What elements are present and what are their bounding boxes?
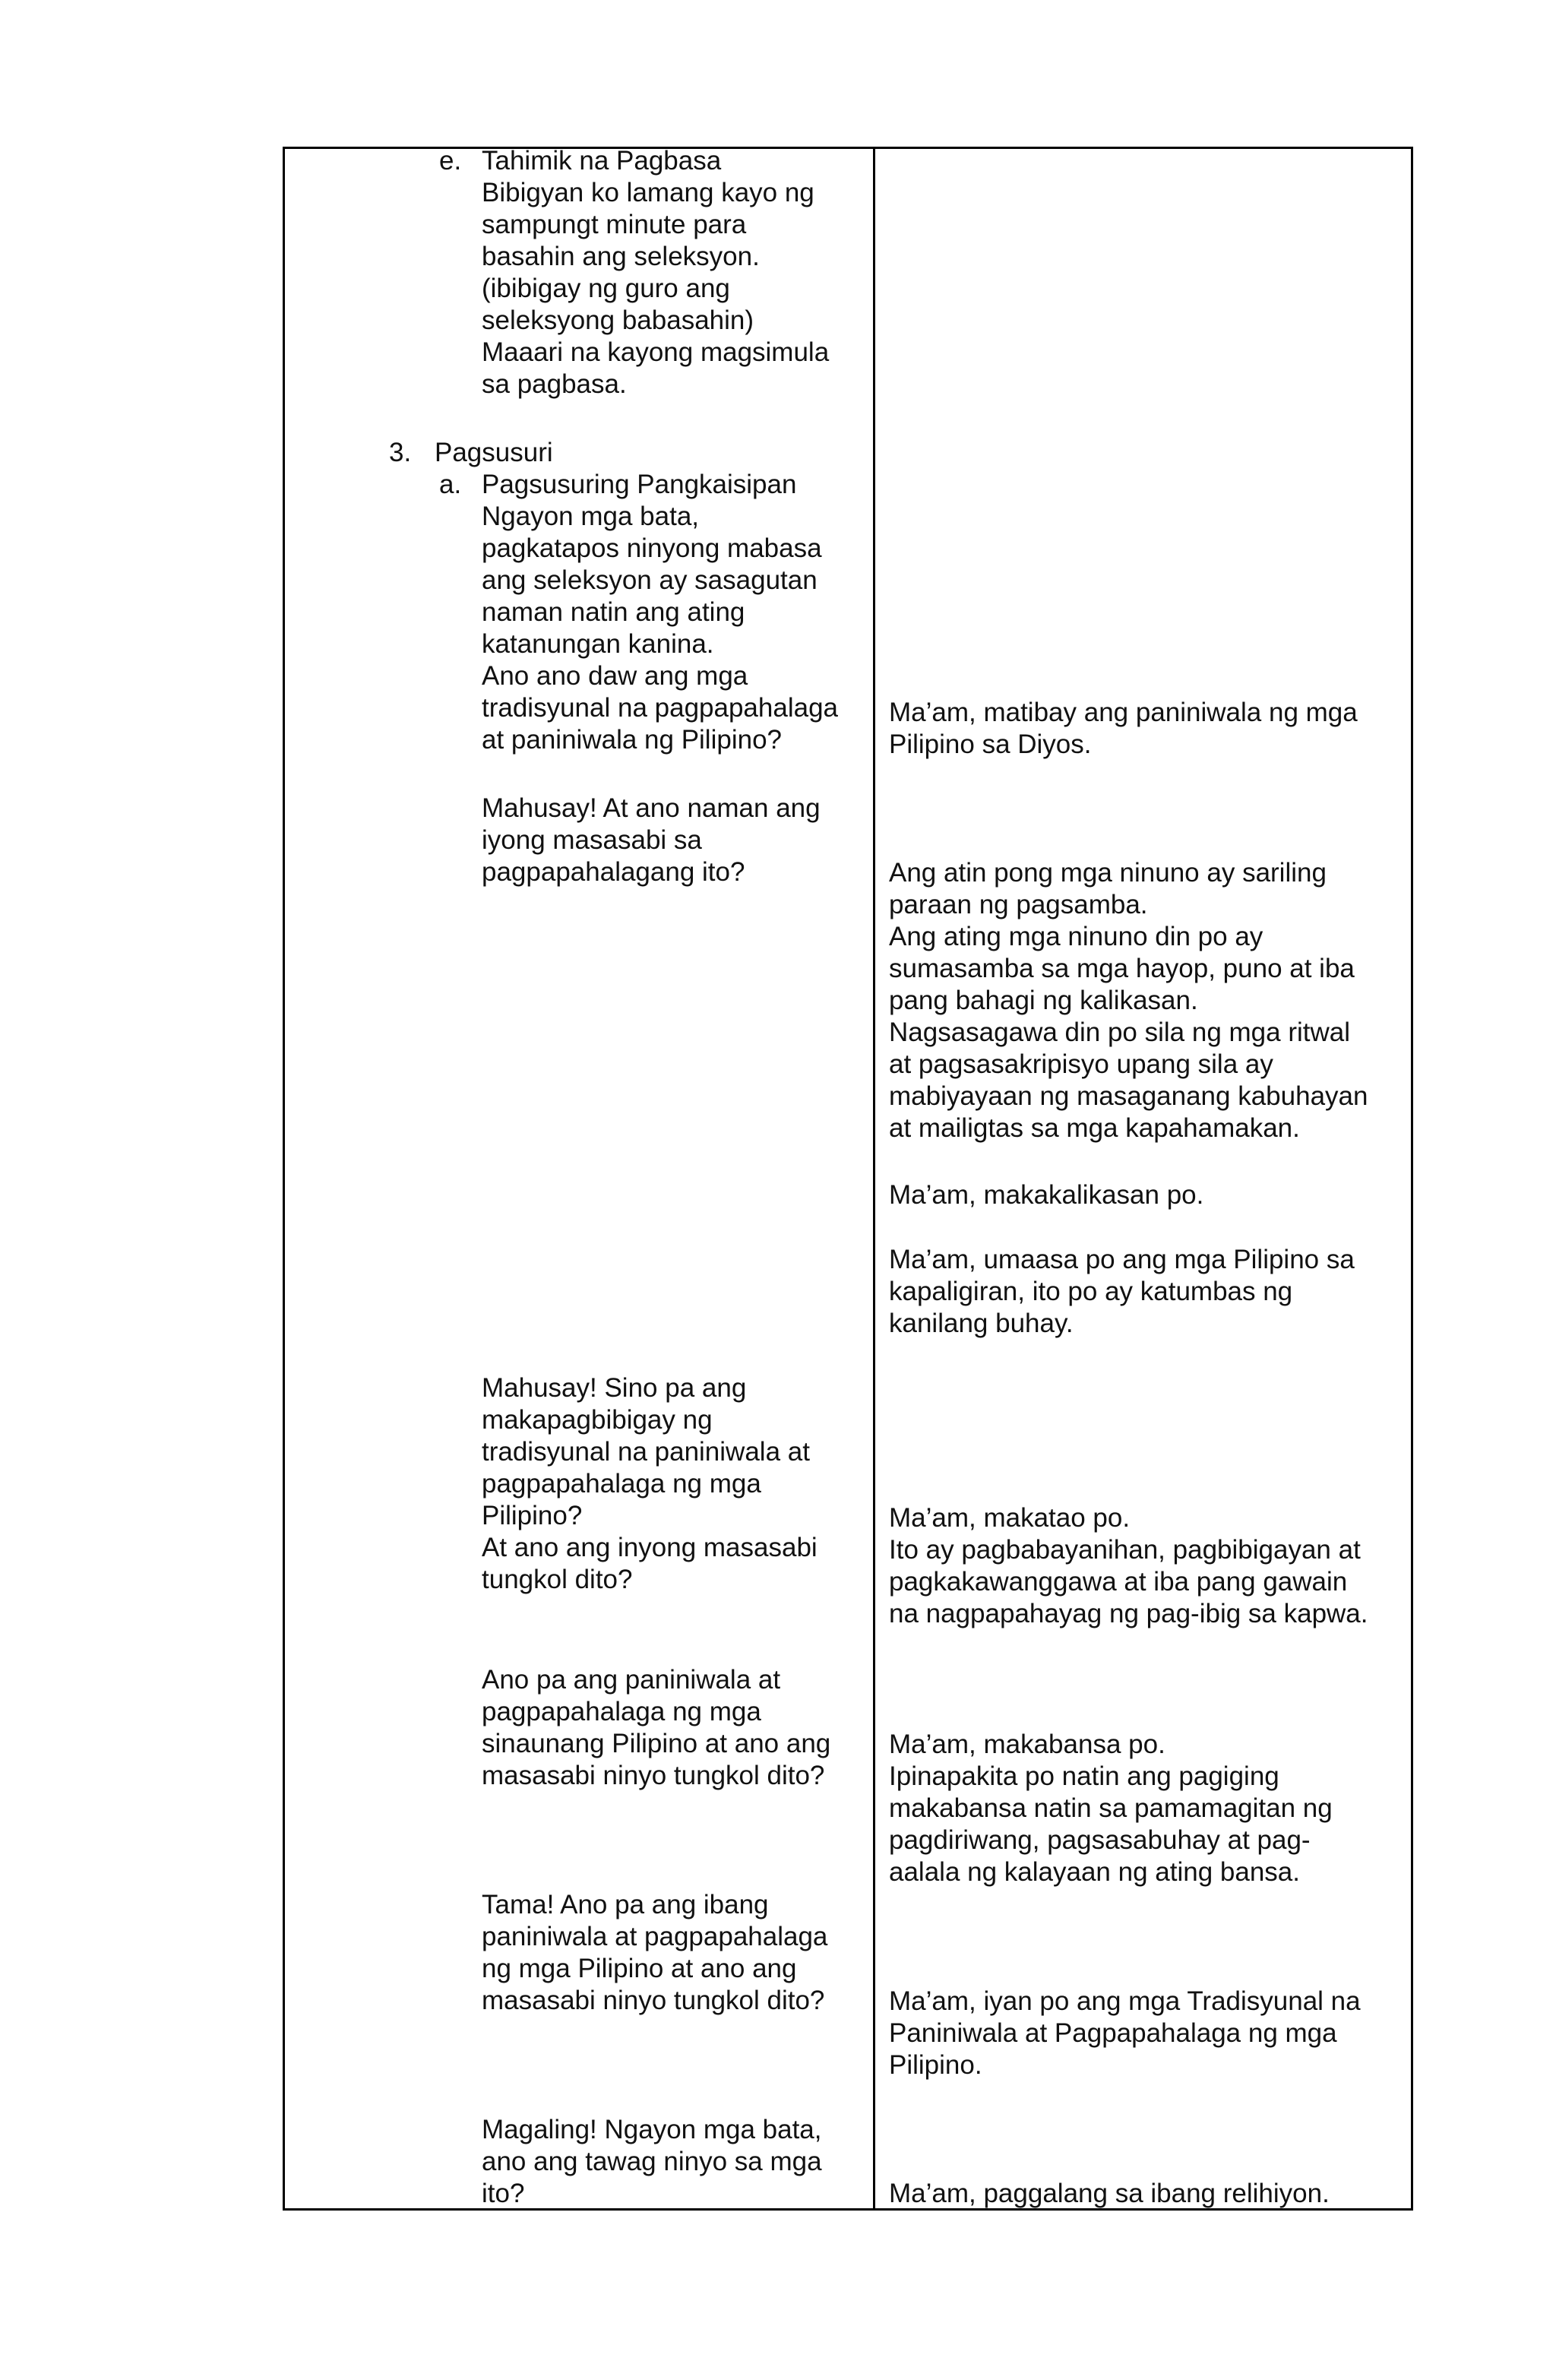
left-a-line: ang seleksyon ay sasagutan — [482, 565, 818, 595]
left-e-line: Bibigyan ko lamang kayo ng — [482, 178, 814, 207]
right-r2-line: Ang atin pong mga ninuno ay sariling — [889, 858, 1327, 888]
left-p3-line: Pilipino? — [482, 1501, 583, 1530]
left-p4-line: Ano pa ang paniniwala at — [482, 1665, 781, 1695]
left-p5-line: Tama! Ano pa ang ibang — [482, 1890, 769, 1920]
left-e-line: seleksyong babasahin) — [482, 305, 754, 335]
left-a-line: tradisyunal na pagpapahalaga — [482, 693, 838, 723]
item-marker-a: a. — [439, 470, 462, 499]
left-a-line: pagkatapos ninyong mabasa — [482, 533, 822, 563]
right-r2-line: Nagsasagawa din po sila ng mga ritwal — [889, 1018, 1350, 1047]
left-p6-line: ito? — [482, 2179, 525, 2208]
right-r1-line: Pilipino sa Diyos. — [889, 730, 1092, 759]
right-r7-line: Pilipino. — [889, 2050, 982, 2080]
left-a-line: naman natin ang ating — [482, 597, 745, 627]
item-marker-e: e. — [439, 146, 462, 176]
right-r5-line: Ma’am, makatao po. — [889, 1503, 1131, 1533]
left-a-line: katanungan kanina. — [482, 629, 714, 659]
left-p3-line: makapagbibigay ng — [482, 1405, 713, 1435]
right-r7-line: Ma’am, iyan po ang mga Tradisyunal na — [889, 1986, 1361, 2016]
left-e-line: basahin ang seleksyon. — [482, 242, 760, 271]
right-r6-line: pagdiriwang, pagsasabuhay at pag- — [889, 1825, 1311, 1855]
right-r7-line: Paniniwala at Pagpapahalaga ng mga — [889, 2018, 1337, 2048]
right-r4-line: kanilang buhay. — [889, 1309, 1074, 1338]
right-r4-line: Ma’am, umaasa po ang mga Pilipino sa — [889, 1245, 1355, 1274]
left-p3-line: tradisyunal na paniniwala at — [482, 1437, 810, 1467]
left-e-line: Tahimik na Pagbasa — [482, 146, 722, 176]
left-p6-line: Magaling! Ngayon mga bata, — [482, 2115, 822, 2144]
section-title: Pagsusuri — [435, 438, 553, 467]
right-r2-line: pang bahagi ng kalikasan. — [889, 986, 1198, 1015]
right-r2-line: at pagsasakripisyo upang sila ay — [889, 1049, 1273, 1079]
right-r1-line: Ma’am, matibay ang paniniwala ng mga — [889, 698, 1358, 727]
right-r2-line: paraan ng pagsamba. — [889, 890, 1148, 919]
left-e-line: sampungt minute para — [482, 210, 747, 239]
right-r4-line: kapaligiran, ito po ay katumbas ng — [889, 1277, 1293, 1306]
left-p2-line: pagpapahalagang ito? — [482, 857, 745, 887]
right-r5-line: na nagpapahayag ng pag-ibig sa kapwa. — [889, 1599, 1368, 1628]
left-e-line: Maaari na kayong magsimula — [482, 337, 830, 367]
right-r6-line: makabansa natin sa pamamagitan ng — [889, 1793, 1333, 1823]
left-e-line: sa pagbasa. — [482, 369, 627, 399]
left-a-line: at paniniwala ng Pilipino? — [482, 725, 782, 755]
left-a-line: Ano ano daw ang mga — [482, 661, 748, 691]
left-p2-line: iyong masasabi sa — [482, 825, 702, 855]
left-p4-line: sinaunang Pilipino at ano ang — [482, 1729, 831, 1758]
left-p3-line: Mahusay! Sino pa ang — [482, 1373, 747, 1403]
left-p5-line: masasabi ninyo tungkol dito? — [482, 1986, 825, 2015]
right-r6-line: Ma’am, makabansa po. — [889, 1730, 1165, 1759]
left-p5-line: ng mga Pilipino at ano ang — [482, 1954, 797, 1983]
right-r2-line: sumasamba sa mga hayop, puno at iba — [889, 954, 1355, 983]
right-r2-line: at mailigtas sa mga kapahamakan. — [889, 1113, 1300, 1143]
right-r2-line: mabiyayaan ng masaganang kabuhayan — [889, 1081, 1368, 1111]
right-r3-line: Ma’am, makakalikasan po. — [889, 1180, 1204, 1210]
right-r6-line: Ipinapakita po natin ang pagiging — [889, 1761, 1279, 1791]
column-divider — [873, 147, 875, 2211]
left-p4-line: masasabi ninyo tungkol dito? — [482, 1761, 825, 1790]
right-r6-line: aalala ng kalayaan ng ating bansa. — [889, 1857, 1300, 1887]
left-p3-line: pagpapahalaga ng mga — [482, 1469, 761, 1499]
right-r8-line: Ma’am, paggalang sa ibang relihiyon. — [889, 2179, 1330, 2208]
left-p2-line: Mahusay! At ano naman ang — [482, 793, 821, 823]
right-r2-line: Ang ating mga ninuno din po ay — [889, 922, 1263, 951]
left-p3-line: At ano ang inyong masasabi — [482, 1533, 818, 1562]
left-e-line: (ibibigay ng guro ang — [482, 274, 730, 303]
left-a-line: Pagsusuring Pangkaisipan — [482, 470, 797, 499]
right-r5-line: pagkakawanggawa at iba pang gawain — [889, 1567, 1348, 1597]
left-a-line: Ngayon mga bata, — [482, 502, 700, 531]
left-p4-line: pagpapahalaga ng mga — [482, 1697, 761, 1726]
left-p6-line: ano ang tawag ninyo sa mga — [482, 2147, 822, 2176]
left-p3-line: tungkol dito? — [482, 1565, 633, 1594]
section-number: 3. — [389, 438, 412, 467]
left-p5-line: paniniwala at pagpapahalaga — [482, 1922, 828, 1951]
right-r5-line: Ito ay pagbabayanihan, pagbibigayan at — [889, 1535, 1361, 1565]
